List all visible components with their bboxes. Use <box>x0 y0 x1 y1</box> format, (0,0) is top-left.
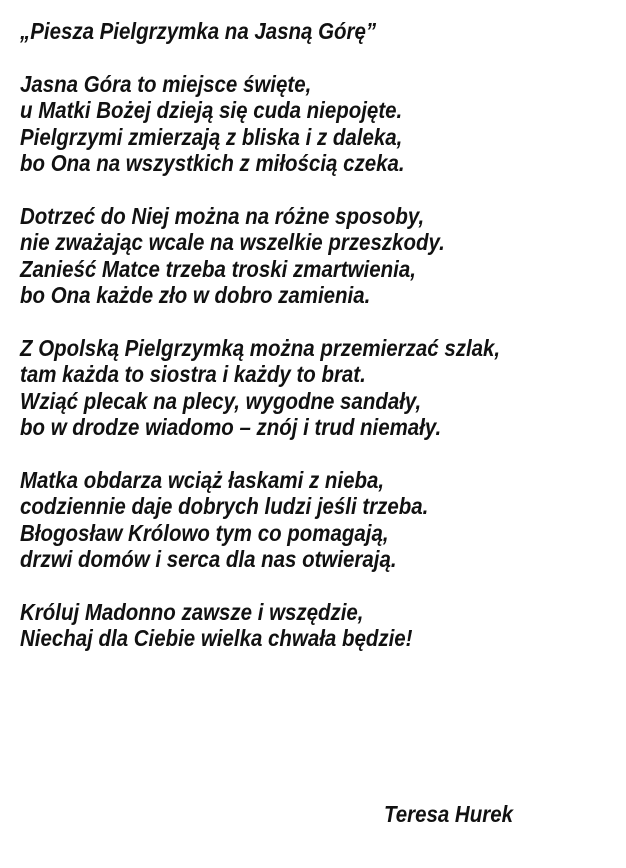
poem-author: Teresa Hurek <box>384 801 513 827</box>
poem-line: bo Ona każde zło w dobro zamienia. <box>20 282 371 309</box>
poem-line: drzwi domów i serca dla nas otwierają. <box>20 546 397 573</box>
poem-line: codziennie daje dobrych ludzi jeśli trzeba. <box>20 493 429 520</box>
poem-line: Matka obdarza wciąż łaskami z nieba, <box>20 466 385 493</box>
poem-line: Wziąć plecak na plecy, wygodne sandały, <box>20 387 422 414</box>
poem-line: u Matki Bożej dzieją się cuda niepojęte. <box>20 97 403 124</box>
poem-line: bo Ona na wszystkich z miłością czeka. <box>20 150 405 177</box>
poem-line: Dotrzeć do Niej można na różne sposoby, <box>20 202 425 229</box>
stanza-3 <box>20 335 554 441</box>
stanza-1 <box>20 71 554 177</box>
stanza-2 <box>20 203 554 309</box>
poem-line: Z Opolską Pielgrzymką można przemierzać szlak, <box>20 334 501 361</box>
poem-line: Jasna Góra to miejsce święte, <box>20 70 312 97</box>
poem-line: Błogosław Królowo tym co pomagają, <box>20 519 389 546</box>
poem-line: Niechaj dla Ciebie wielka chwała będzie! <box>20 625 413 652</box>
poem-line: nie zważając wcale na wszelkie przeszkody. <box>20 229 445 256</box>
stanza-4 <box>20 467 554 573</box>
poem-line: bo w drodze wiadomo – znój i trud niemały. <box>20 414 442 441</box>
poem-line: Zanieść Matce trzeba troski zmartwienia, <box>20 255 416 282</box>
poem <box>20 18 554 678</box>
poem-line: tam każda to siostra i każdy to brat. <box>20 361 366 388</box>
poem-title: „Piesza Pielgrzymka na Jasną Górę” <box>20 18 377 44</box>
poem-line: Pielgrzymi zmierzają z bliska i z daleka, <box>20 123 403 150</box>
stanza-5 <box>20 599 554 652</box>
poem-line: Króluj Madonno zawsze i wszędzie, <box>20 598 364 625</box>
